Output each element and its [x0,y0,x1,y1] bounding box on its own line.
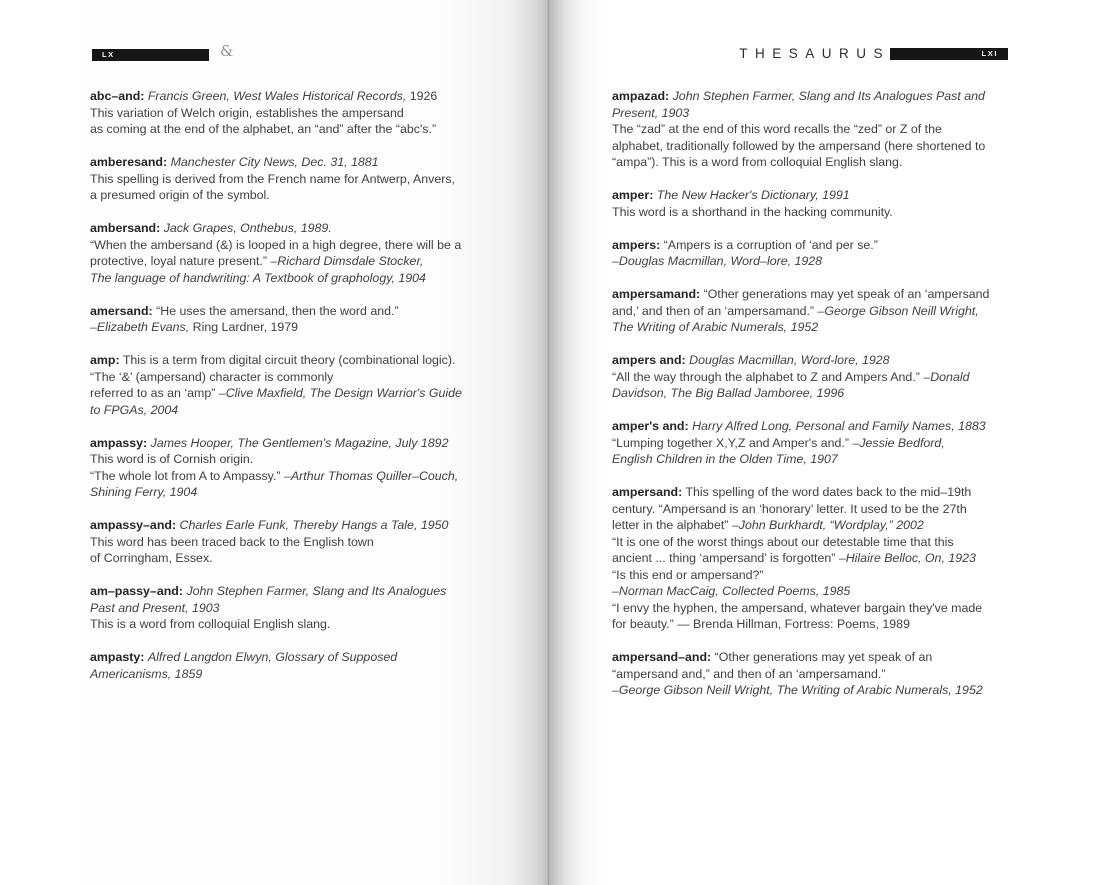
headword: ampazad: [612,89,670,103]
entry-line [90,319,462,336]
entry-line [90,435,462,452]
entry-line [612,616,989,633]
body-text: and,’ and then of an ‘ampersamand.” [612,303,818,318]
entries-column-right [612,88,989,715]
source-text: John Stephen Farmer, Slang and Its Analogues [186,584,447,598]
entry-line [90,468,462,485]
entry [612,649,989,699]
source-text: Present, 1903 [612,105,690,120]
entry-line [612,435,989,452]
entry-line [612,534,989,551]
body-text: “The ‘&’ (ampersand) character is commonly [90,369,334,384]
entry-line [90,352,462,369]
entry [90,649,462,682]
body-text: “Other generations may yet speak of an [714,650,933,664]
body-text: This spelling of the word dates back to the mid–19th [685,485,972,499]
body-text: This variation of Welch origin, establishes the ampersand [90,105,404,120]
source-text: Francis Green, West Wales Historical Records, [147,89,407,103]
entry [612,484,989,633]
entry [90,435,462,501]
source-text: Alfred Langdon Elwyn, Glossary of Supposed [147,650,398,664]
body-text: “ampa”). This is a word from colloquial English slang. [612,155,903,169]
body-text: This word is a shorthand in the hacking community. [612,204,893,219]
source-text: Charles Earle Funk, Thereby Hangs a Tale, 1950 [179,518,449,532]
entry [612,286,989,336]
entry-line [612,237,989,254]
entries-column-left [90,88,462,699]
body-text: “He uses the amersand, then the word and.” [156,303,399,318]
headword: amper's and: [612,419,689,433]
headword: ampersamand: [612,287,701,301]
headword: amp: [90,353,120,367]
entry-line [90,534,462,551]
body-text: protective, loyal nature present.” [90,254,271,268]
body-text: “I envy the hyphen, the ampersand, whatever bargain they've made [612,600,983,615]
entry [612,418,989,468]
body-text: “The whole lot from A to Ampassy.” [90,468,284,483]
source-text: –Hilaire Belloc, On, 1923 [838,551,976,565]
body-text: This word is of Cornish origin. [90,452,254,466]
entry-line [612,88,989,105]
page-number-right: LXI [981,48,998,58]
headword: am–passy–and: [90,584,183,598]
body-text: alphabet, traditionally followed by the ampersand (here shortened to [612,138,986,153]
source-text: –Clive Maxfield, The Design Warrior's Guide [218,386,462,400]
body-text: This spelling is derived from the French name for Antwerp, Anvers, [90,171,455,186]
entry-line [612,352,989,369]
entry [90,583,462,633]
entry-line [90,303,462,320]
entry-line [612,682,989,699]
entry-line [90,237,462,254]
body-text: “It is one of the worst things about our detestable time that this [612,534,954,549]
body-text: 1926 [406,89,438,103]
headword: amersand: [90,303,153,318]
entry-line [90,369,462,386]
source-text: The language of handwriting: A Textbook of graphology, 1904 [90,270,426,285]
entry-line [90,600,462,617]
entry-line [90,402,462,419]
body-text: “ampersand and,” and then of an ‘ampersamand.” [612,666,886,681]
source-text: to FPGAs, 2004 [90,402,179,417]
page-header-right [549,46,1008,61]
source-text: –John Burkhardt, “Wordplay,” 2002 [731,518,924,532]
body-text: referred to as an ‘amp” [90,386,219,400]
body-text: This is a word from colloquial English slang. [90,617,331,631]
source-text: English Children in the Olden Time, 1907 [612,452,838,466]
source-text: –George Gibson Neill Wright, [817,303,979,318]
entry-line [612,567,989,584]
entry-line [90,270,462,287]
body-text: for beauty.” — Brenda Hillman, Fortress: Poems, 1989 [612,617,910,631]
page-left [0,0,549,885]
headword: abc–and: [90,89,145,103]
entry-line [612,105,989,122]
headword: ampassy: [90,435,148,450]
body-text: a presumed origin of the symbol. [90,188,270,202]
headword: ampers and: [612,353,686,367]
entry-line [612,204,989,221]
entry [90,303,462,336]
entry [90,88,462,138]
headword: amper: [612,188,654,202]
entry-line [90,187,462,204]
entry-line [612,517,989,534]
body-text: “When the ambersand (&) is looped in a high degree, there will be a [90,237,462,252]
body-text: “Is this end or ampersand?” [612,567,764,582]
entry-line [612,501,989,518]
source-text: John Stephen Farmer, Slang and Its Analogues Past and [672,89,985,103]
source-text: –Jessie Bedford, [852,435,945,450]
entry-line [90,484,462,501]
source-text: –Donald [923,369,970,384]
entry-line [90,171,462,188]
entry-line [612,583,989,600]
entry-line [612,418,989,435]
entry-line [612,649,989,666]
entry [90,517,462,567]
source-text: The New Hacker's Dictionary, 1991 [656,188,850,202]
entry-line [90,666,462,683]
entry-line [90,220,462,237]
body-text: century. “Ampersand is an ‘honorary’ letter. It used to be the 27th [612,501,967,516]
source-text: James Hooper, The Gentlemen's Magazine, July 1892 [150,435,449,450]
entry [90,154,462,204]
source-text: –Douglas Macmillan, Word–lore, 1928 [612,254,823,268]
entry-line [90,121,462,138]
entry [612,88,989,171]
entry-line [612,154,989,171]
body-text: “Other generations may yet speak of an ‘ampersand [703,287,990,301]
headword: amberesand: [90,155,168,169]
entry-line [90,253,462,270]
headword: ambersand: [90,221,161,235]
entry [612,352,989,402]
entry-line [612,666,989,683]
body-text: The “zad” at the end of this word recalls the “zed” or Z of the [612,122,942,136]
page-number-bar-left [92,49,209,61]
body-text: This word has been traced back to the English town [90,534,374,549]
headword: ampasty: [90,650,145,664]
page-number-left: LX [102,50,115,59]
entry-line [90,385,462,402]
headword: ampersand–and: [612,650,712,664]
entry-line [90,583,462,600]
source-text: Shining Ferry, 1904 [90,485,198,499]
entry-line [612,121,989,138]
page-number-bar-right [890,48,1008,60]
body-text: “All the way through the alphabet to Z and Ampers And.” [612,369,924,384]
entry-line [612,385,989,402]
entry-line [90,451,462,468]
entry-line [612,484,989,501]
entry-line [612,286,989,303]
source-text: Douglas Macmillan, Word-lore, 1928 [689,353,890,367]
entry-line [612,451,989,468]
entry [612,187,989,220]
entry-line [612,187,989,204]
headword: ampersand: [612,485,683,499]
entry-line [90,616,462,633]
entry-line [90,550,462,567]
entry-line [90,105,462,122]
page-right [549,0,1099,885]
entry-line [90,88,462,105]
source-text: –Richard Dimsdale Stocker, [270,254,424,268]
source-text: Americanisms, 1859 [90,666,203,681]
body-text: Ring Lardner, 1979 [189,320,299,334]
source-text: –Arthur Thomas Quiller–Couch, [283,468,459,483]
entry-line [90,517,462,534]
headword: ampers: [612,237,661,252]
source-text: Jack Grapes, Onthebus, 1989. [163,221,332,235]
source-text: Manchester City News, Dec. 31, 1881 [170,155,379,169]
ampersand-icon: & [220,42,234,60]
entry-line [90,649,462,666]
entry [612,237,989,270]
body-text: “Lumping together X,Y,Z and Amper's and.” [612,435,853,450]
entry-line [612,369,989,386]
source-text: –George Gibson Neill Wright, The Writing of Arabic Numerals, 1952 [612,683,983,697]
source-text: Past and Present, 1903 [90,600,220,615]
source-text: The Writing of Arabic Numerals, 1952 [612,320,819,334]
entry-line [90,154,462,171]
body-text: “Ampers is a corruption of ‘and per se.” [663,237,878,252]
body-text: letter in the alphabet” [612,518,732,532]
entry-line [612,253,989,270]
entry [90,352,462,418]
headword: ampassy–and: [90,518,177,532]
page-seam-line [548,0,549,885]
source-text: Harry Alfred Long, Personal and Family Names, 1883 [692,419,986,433]
body-text: as coming at the end of the alphabet, an “and” after the “abc's.” [90,122,437,136]
entry-line [612,319,989,336]
page-gutter-shadow [503,0,589,885]
body-text: of Corringham, Essex. [90,551,213,565]
thesaurus-title: THESAURUS [739,46,890,61]
body-text: This is a term from digital circuit theory (combinational logic). [122,353,456,367]
entry-line [612,303,989,320]
source-text: Davidson, The Big Ballad Jamboree, 1996 [612,386,845,400]
source-text: –Elizabeth Evans, [90,320,190,334]
source-text: –Norman MacCaig, Collected Poems, 1985 [612,584,851,598]
entry [90,220,462,286]
entry-line [612,138,989,155]
body-text: ancient ... thing ‘ampersand’ is forgotten” [612,551,839,565]
entry-line [612,550,989,567]
entry-line [612,600,989,617]
